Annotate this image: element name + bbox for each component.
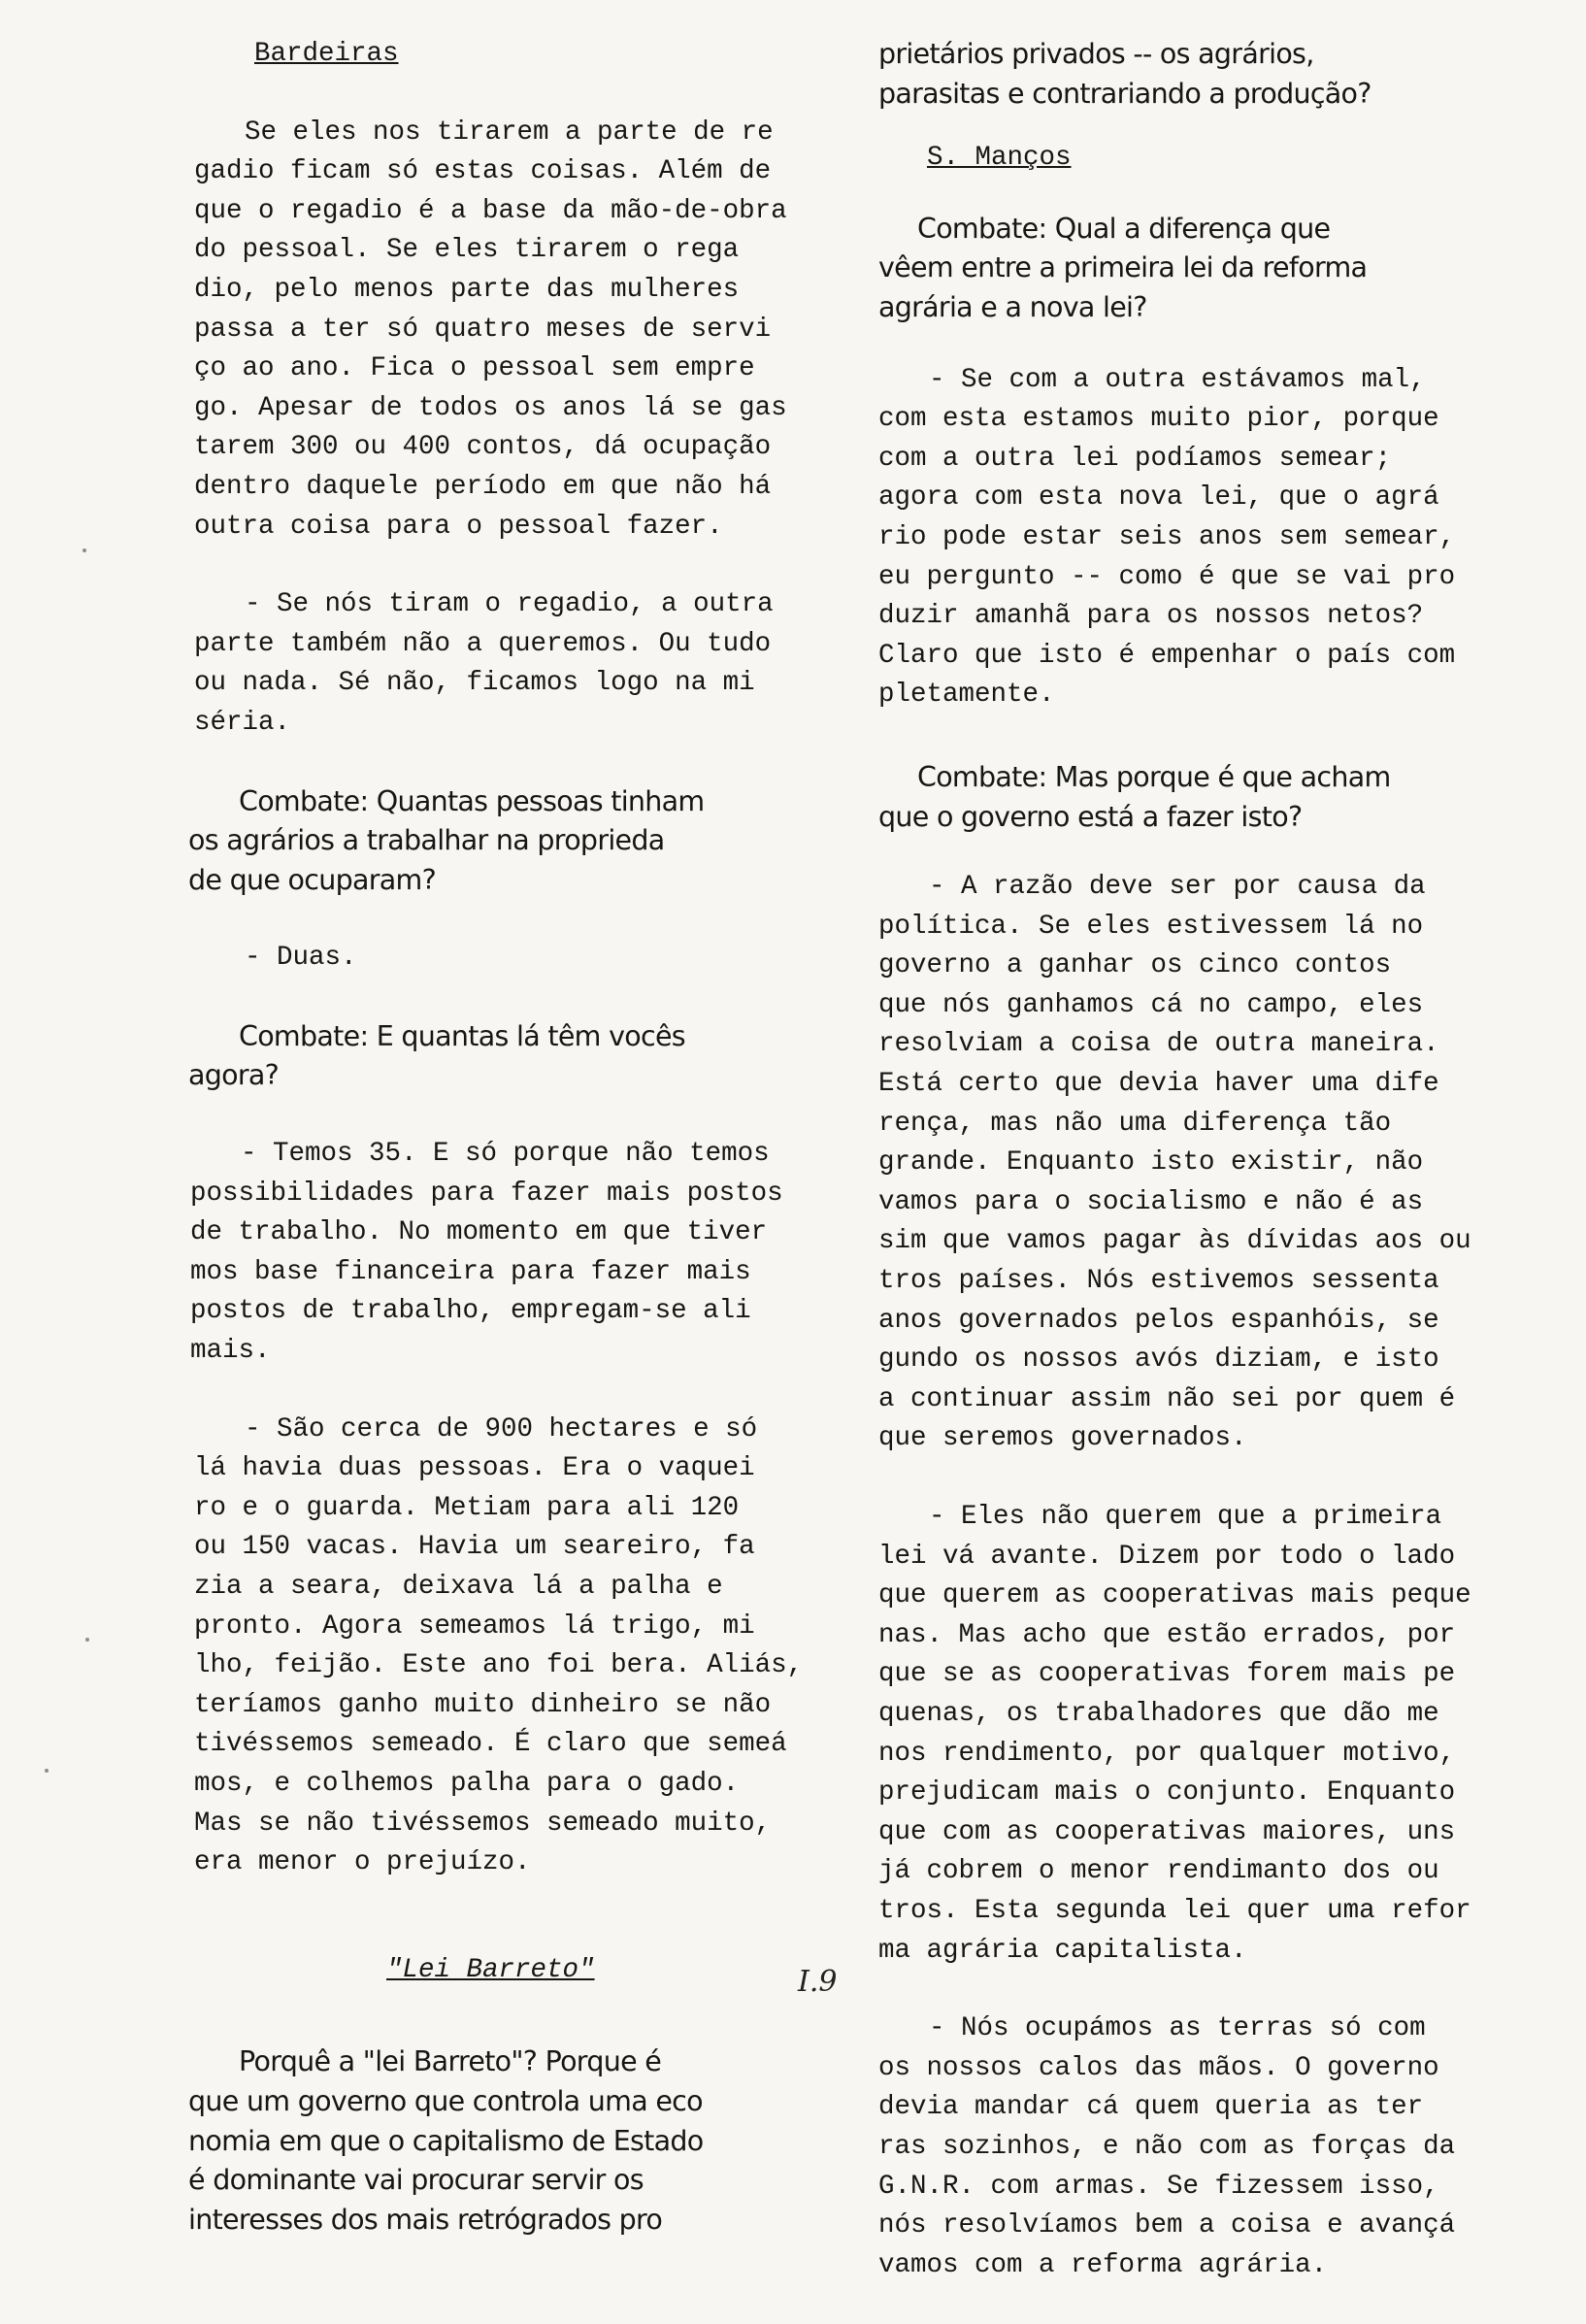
- section-heading-s-mancos: S. Manços: [927, 143, 1072, 174]
- text-line: vamos com a reforma agrária.: [878, 2249, 1328, 2280]
- paragraph: [194, 114, 787, 548]
- text-line: go. Apesar de todos os anos lá se gas: [194, 392, 787, 423]
- text-line: quenas, os trabalhadores que dão me: [878, 1698, 1439, 1729]
- text-line: que nós ganhamos cá no campo, eles: [878, 989, 1424, 1020]
- interview-answer: [194, 939, 776, 979]
- text-line: possibilidades para fazer mais postos: [190, 1178, 783, 1209]
- text-line: Se eles nos tirarem a parte de re: [245, 116, 774, 148]
- text-line: rio pode estar seis anos sem semear,: [878, 521, 1456, 552]
- text-line: que se as cooperativas forem mais pe: [878, 1659, 1456, 1690]
- text-line: Mas se não tivéssemos semeado muito,: [194, 1808, 772, 1839]
- text-line: a continuar assim não sei por quem é: [878, 1383, 1456, 1414]
- text-line: agora com esta nova lei, que o agrá: [878, 482, 1439, 514]
- text-line: do pessoal. Se eles tirarem o rega: [194, 235, 740, 266]
- text-line: que querem as cooperativas mais peque: [878, 1580, 1471, 1611]
- paragraph: [194, 585, 776, 743]
- text-line: ou 150 vacas. Havia um seareiro, fa: [194, 1532, 755, 1563]
- text-line: com a outra lei podíamos semear;: [878, 443, 1392, 474]
- text-line: devia mandar cá quem queria as ter: [878, 2092, 1424, 2123]
- text-line: eu pergunto -- como é que se vai pro: [878, 561, 1456, 592]
- text-line: Combate: Quantas pessoas tinham: [239, 784, 705, 817]
- interview-answer: [878, 1498, 1480, 1971]
- text-line: G.N.R. com armas. Se fizessem isso,: [878, 2171, 1439, 2202]
- text-line: nós resolvíamos bem a coisa e avançá: [878, 2210, 1456, 2241]
- interview-question: [188, 1017, 776, 1096]
- text-line: que um governo que controla uma eco: [188, 2084, 703, 2117]
- text-line: - Eles não querem que a primeira: [929, 1502, 1442, 1532]
- text-line: - Nós ocupámos as terras só com: [929, 2013, 1426, 2044]
- text-line: nas. Mas acho que estão errados, por: [878, 1619, 1456, 1650]
- text-line: que seremos governados.: [878, 1423, 1247, 1454]
- text-line: interesses dos mais retrógrados pro: [188, 2203, 663, 2236]
- section-heading-bardeiras: Bardeiras: [254, 39, 399, 69]
- interview-question: [878, 210, 1480, 328]
- text-line: que o regadio é a base da mão-de-obra: [194, 195, 787, 226]
- margin-speck: [83, 548, 86, 552]
- left-column: [188, 35, 804, 2278]
- text-line: Combate: Mas porque é que acham: [917, 760, 1391, 793]
- text-line: - São cerca de 900 hectares e só: [245, 1413, 758, 1444]
- text-line: dio, pelo menos parte das mulheres: [194, 274, 740, 305]
- text-line: Está certo que devia haver uma dife: [878, 1069, 1439, 1100]
- interview-answer: [878, 868, 1480, 1459]
- text-line: tros. Esta segunda lei quer uma refor: [878, 1895, 1471, 1926]
- right-column: [878, 35, 1480, 2324]
- text-line: governo a ganhar os cinco contos: [878, 950, 1392, 981]
- interview-question: [188, 782, 776, 901]
- text-line: - Se com a outra estávamos mal,: [929, 364, 1426, 395]
- text-line: dentro daquele período em que não há: [194, 471, 772, 502]
- text-line: - A razão deve ser por causa da: [929, 872, 1426, 903]
- interview-answer: [878, 361, 1480, 715]
- text-line: tarem 300 ou 400 contos, dá ocupação: [194, 432, 772, 463]
- text-line: Claro que isto é empenhar o país com: [878, 640, 1456, 671]
- text-line: que com as cooperativas maiores, uns: [878, 1816, 1456, 1847]
- text-line: outra coisa para o pessoal fazer.: [194, 511, 723, 542]
- page-number: I.9: [798, 1965, 838, 1999]
- section-heading-lei-barreto: "Lei Barreto": [386, 1954, 595, 1985]
- text-line: ou nada. Sé não, ficamos logo na mi: [194, 668, 755, 699]
- interview-answer: [194, 1411, 804, 1883]
- text-line: - Se nós tiram o regadio, a outra: [245, 589, 774, 620]
- text-line: lá havia duas pessoas. Era o vaquei: [194, 1453, 755, 1484]
- paragraph: [188, 2042, 776, 2240]
- text-line: tivéssemos semeado. É claro que semeá: [194, 1729, 787, 1760]
- text-line: os nossos calos das mãos. O governo: [878, 2052, 1439, 2083]
- text-line: mais.: [190, 1336, 271, 1367]
- text-line: nomia em que o capitalismo de Estado: [188, 2124, 704, 2157]
- text-line: teríamos ganho muito dinheiro se não: [194, 1689, 772, 1720]
- text-line: de que ocuparam?: [188, 863, 437, 896]
- text-line: ço ao ano. Fica o pessoal sem empre: [194, 353, 755, 384]
- text-line: - Duas.: [245, 943, 357, 974]
- text-line: parte também não a queremos. Ou tudo: [194, 628, 772, 659]
- margin-speck: [85, 1638, 89, 1642]
- text-line: Combate: Qual a diferença que: [917, 212, 1331, 245]
- text-line: mos base financeira para fazer mais: [190, 1256, 751, 1287]
- text-line: grande. Enquanto isto existir, não: [878, 1147, 1424, 1179]
- text-line: gundo os nossos avós diziam, e isto: [878, 1345, 1439, 1376]
- text-line: gadio ficam só estas coisas. Além de: [194, 156, 772, 187]
- text-line: pletamente.: [878, 680, 1055, 711]
- text-line: parasitas e contrariando a produção?: [878, 77, 1371, 110]
- interview-question: [878, 758, 1480, 837]
- text-line: zia a seara, deixava lá a palha e: [194, 1572, 723, 1602]
- text-line: pronto. Agora semeamos lá trigo, mi: [194, 1610, 755, 1642]
- interview-answer: [190, 1135, 783, 1372]
- text-line: com esta estamos muito pior, porque: [878, 404, 1439, 435]
- text-line: Combate: E quantas lá têm vocês: [239, 1019, 685, 1052]
- text-line: vêem entre a primeira lei da reforma: [878, 251, 1368, 284]
- margin-speck: [45, 1769, 49, 1773]
- text-line: os agrários a trabalhar na proprieda: [188, 824, 665, 857]
- text-line: Porquê a "lei Barreto"? Porque é: [239, 2045, 662, 2078]
- text-line: ro e o guarda. Metiam para ali 120: [194, 1492, 740, 1523]
- paragraph-continuation: [878, 35, 1480, 114]
- text-line: mos, e colhemos palha para o gado.: [194, 1768, 740, 1799]
- text-line: sim que vamos pagar às dívidas aos ou: [878, 1226, 1471, 1257]
- text-line: lho, feijão. Este ano foi bera. Aliás,: [194, 1650, 804, 1681]
- text-line: ras sozinhos, e não com as forças da: [878, 2131, 1456, 2162]
- text-line: vamos para o socialismo e não é as: [878, 1186, 1424, 1217]
- text-line: já cobrem o menor rendimanto dos ou: [878, 1856, 1439, 1887]
- text-line: lei vá avante. Dizem por todo o lado: [878, 1541, 1456, 1572]
- text-line: que o governo está a fazer isto?: [878, 800, 1303, 833]
- text-line: ma agrária capitalista.: [878, 1935, 1247, 1966]
- text-line: postos de trabalho, empregam-se ali: [190, 1296, 751, 1327]
- text-line: agrária e a nova lei?: [878, 290, 1147, 323]
- text-line: resolviam a coisa de outra maneira.: [878, 1029, 1439, 1060]
- text-line: política. Se eles estivessem lá no: [878, 911, 1424, 942]
- text-line: séria.: [194, 707, 291, 738]
- text-line: tros países. Nós estivemos sessenta: [878, 1266, 1439, 1297]
- text-line: de trabalho. No momento em que tiver: [190, 1217, 768, 1248]
- text-line: era menor o prejuízo.: [194, 1847, 531, 1878]
- text-line: é dominante vai procurar servir os: [188, 2164, 644, 2197]
- text-line: prejudicam mais o conjunto. Enquanto: [878, 1777, 1456, 1809]
- text-line: passa a ter só quatro meses de servi: [194, 314, 772, 345]
- text-line: prietários privados -- os agrários,: [878, 38, 1314, 70]
- interview-answer: [878, 2009, 1480, 2285]
- text-line: nos rendimento, por qualquer motivo,: [878, 1738, 1456, 1769]
- text-line: rença, mas não uma diferença tão: [878, 1108, 1392, 1139]
- text-line: agora?: [188, 1059, 280, 1092]
- text-line: anos governados pelos espanhóis, se: [878, 1305, 1439, 1336]
- text-line: duzir amanhã para os nossos netos?: [878, 601, 1424, 632]
- text-line: - Temos 35. E só porque não temos: [241, 1139, 770, 1170]
